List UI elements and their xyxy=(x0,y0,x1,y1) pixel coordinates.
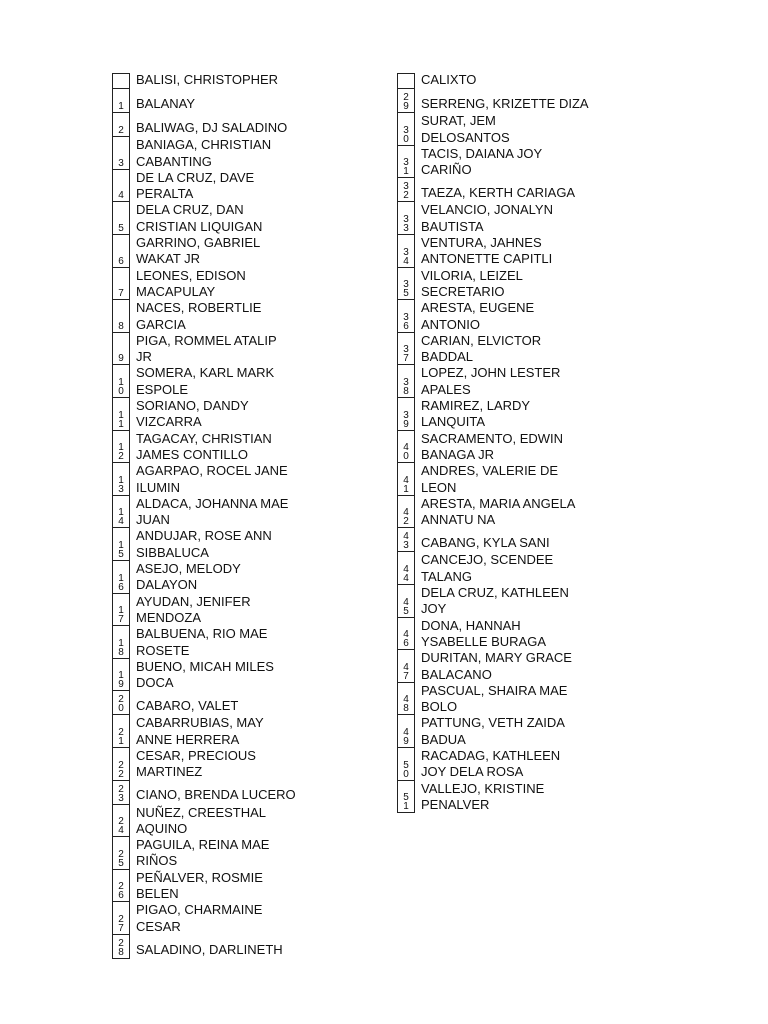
row-number xyxy=(397,552,415,585)
roster-row xyxy=(397,73,607,89)
row-number-text: 13 xyxy=(118,474,124,495)
student-name: ARESTA, EUGENE ANTONIO xyxy=(421,300,535,332)
row-number xyxy=(112,870,130,903)
row-number-text: 20 xyxy=(118,694,124,715)
row-number xyxy=(112,333,130,366)
student-name: LOPEZ, JOHN LESTER APALES xyxy=(421,365,561,397)
row-number xyxy=(397,146,415,179)
roster-row xyxy=(397,496,607,529)
row-number-text: 48 xyxy=(403,694,409,715)
row-number-text: 11 xyxy=(118,409,124,430)
student-name: VALLEJO, KRISTINE PENALVER xyxy=(421,780,545,812)
roster-row xyxy=(112,902,312,935)
row-number-text: 14 xyxy=(118,507,124,528)
student-name: NACES, ROBERTLIE GARCIA xyxy=(136,300,262,332)
row-number xyxy=(112,137,130,170)
row-number xyxy=(397,300,415,333)
row-number xyxy=(397,178,415,202)
student-name: CANCEJO, SCENDEE TALANG xyxy=(421,552,554,584)
roster-row xyxy=(112,202,312,235)
roster-row xyxy=(112,594,312,627)
row-number-text: 26 xyxy=(118,881,124,902)
student-name: BALIWAG, DJ SALADINO xyxy=(136,120,288,135)
student-name: ANDRES, VALERIE DE LEON xyxy=(421,463,559,495)
roster-row xyxy=(112,333,312,366)
student-name: CESAR, PRECIOUS MARTINEZ xyxy=(136,747,256,780)
student-name: RACADAG, KATHLEEN JOY DELA ROSA xyxy=(421,747,561,780)
student-name: SALADINO, DARLINETH xyxy=(136,941,283,957)
roster-row xyxy=(112,137,312,170)
row-number-text: 3 xyxy=(118,157,124,169)
student-name: BALANAY xyxy=(136,96,196,111)
roster-row xyxy=(397,398,607,431)
student-name: ASEJO, MELODY DALAYON xyxy=(136,561,241,593)
row-number-text: 42 xyxy=(403,507,409,528)
roster-row xyxy=(397,528,607,552)
roster-row xyxy=(397,552,607,585)
roster-row xyxy=(397,178,607,202)
student-name: RAMIREZ, LARDY LANQUITA xyxy=(421,398,531,430)
student-name: SORIANO, DANDY VIZCARRA xyxy=(136,398,249,430)
student-name: DURITAN, MARY GRACE BALACANO xyxy=(421,650,572,682)
roster-row xyxy=(112,748,312,781)
row-number xyxy=(112,496,130,529)
roster-row xyxy=(397,781,607,814)
student-name: CALIXTO xyxy=(421,72,477,87)
row-number xyxy=(397,365,415,398)
roster-row xyxy=(397,650,607,683)
student-name: VENTURA, JAHNES ANTONETTE CAPITLI xyxy=(421,235,553,267)
roster-row xyxy=(112,235,312,268)
row-number-text: 1 xyxy=(118,101,124,113)
row-number xyxy=(112,715,130,748)
row-number xyxy=(397,113,415,146)
roster-row xyxy=(112,691,312,715)
roster-row xyxy=(397,202,607,235)
row-number-text: 22 xyxy=(118,759,124,780)
row-number xyxy=(397,748,415,781)
row-number xyxy=(397,496,415,529)
row-number-text: 2 xyxy=(118,125,124,137)
row-number-text: 23 xyxy=(118,783,124,804)
row-number-text: 24 xyxy=(118,816,124,837)
row-number-text: 16 xyxy=(118,572,124,593)
row-number-text: 37 xyxy=(403,344,409,365)
roster-row xyxy=(112,113,312,137)
roster-row xyxy=(397,748,607,781)
roster-row xyxy=(112,626,312,659)
row-number xyxy=(397,650,415,683)
row-number-text: 15 xyxy=(118,540,124,561)
row-number-text: 17 xyxy=(118,605,124,626)
student-name: BALBUENA, RIO MAE ROSETE xyxy=(136,626,268,658)
row-number-text: 28 xyxy=(118,937,124,958)
row-number-text: 21 xyxy=(118,726,124,747)
roster-row xyxy=(112,431,312,464)
row-number-text: 46 xyxy=(403,629,409,650)
row-number xyxy=(112,398,130,431)
row-number-text: 34 xyxy=(403,246,409,267)
student-name: TAEZA, KERTH CARIAGA xyxy=(421,185,576,201)
row-number xyxy=(112,902,130,935)
student-name: PIGAO, CHARMAINE CESAR xyxy=(136,902,263,934)
row-number xyxy=(112,626,130,659)
student-name: CARIAN, ELVICTOR BADDAL xyxy=(421,332,542,365)
row-number xyxy=(112,365,130,398)
student-name: TACIS, DAIANA JOY CARIÑO xyxy=(421,145,543,178)
row-number-text: 8 xyxy=(118,320,124,332)
roster-row xyxy=(397,463,607,496)
student-name: LEONES, EDISON MACAPULAY xyxy=(136,267,246,299)
roster-row xyxy=(112,463,312,496)
roster-row xyxy=(397,146,607,179)
student-name: PATTUNG, VETH ZAIDA BADUA xyxy=(421,715,565,747)
row-number xyxy=(112,805,130,838)
row-number xyxy=(397,585,415,618)
roster-row xyxy=(112,528,312,561)
row-number-text: 33 xyxy=(403,214,409,235)
student-name: NUÑEZ, CREESTHAL AQUINO xyxy=(136,804,267,836)
row-number xyxy=(112,691,130,715)
row-number xyxy=(397,618,415,651)
student-name: GARRINO, GABRIEL WAKAT JR xyxy=(136,235,261,267)
row-number xyxy=(397,528,415,552)
row-number xyxy=(112,170,130,203)
roster-row xyxy=(112,300,312,333)
roster-row xyxy=(112,268,312,301)
row-number-text: 10 xyxy=(118,377,124,398)
student-name: PAGUILA, REINA MAE RIÑOS xyxy=(136,837,270,869)
student-name: DONA, HANNAH YSABELLE BURAGA xyxy=(421,617,546,649)
row-number-text: 50 xyxy=(403,759,409,780)
row-number xyxy=(397,715,415,748)
roster-row xyxy=(112,659,312,692)
row-number xyxy=(397,235,415,268)
row-number xyxy=(112,268,130,301)
roster-row xyxy=(397,715,607,748)
student-name: BUENO, MICAH MILES DOCA xyxy=(136,658,274,691)
roster-row xyxy=(112,715,312,748)
roster-row xyxy=(112,805,312,838)
row-number xyxy=(397,398,415,431)
roster-row xyxy=(112,170,312,203)
row-number-text: 40 xyxy=(403,442,409,463)
student-name: DELA CRUZ, DAN CRISTIAN LIQUIGAN xyxy=(136,202,263,234)
student-name: AGARPAO, ROCEL JANE ILUMIN xyxy=(136,463,288,495)
row-number-text: 39 xyxy=(403,409,409,430)
student-name: TAGACAY, CHRISTIAN JAMES CONTILLO xyxy=(136,430,272,462)
student-name: SERRENG, KRIZETTE DIZA xyxy=(421,96,589,111)
student-name: BALISI, CHRISTOPHER xyxy=(136,72,279,87)
row-number xyxy=(112,202,130,235)
student-name: VILORIA, LEIZEL SECRETARIO xyxy=(421,267,523,299)
row-number-text: 43 xyxy=(403,531,409,552)
student-name: SURAT, JEM DELOSANTOS xyxy=(421,113,510,145)
student-name: SACRAMENTO, EDWIN BANAGA JR xyxy=(421,430,564,462)
roster-row xyxy=(112,935,312,959)
row-number xyxy=(112,89,130,113)
row-number-text: 47 xyxy=(403,661,409,682)
roster-row xyxy=(112,398,312,431)
row-number-text: 36 xyxy=(403,311,409,332)
row-number-text: 25 xyxy=(118,848,124,869)
row-number xyxy=(112,235,130,268)
roster-row xyxy=(112,837,312,870)
roster-row xyxy=(112,496,312,529)
row-number xyxy=(112,431,130,464)
row-number-text: 18 xyxy=(118,637,124,658)
row-number xyxy=(112,73,130,89)
roster-row xyxy=(397,89,607,113)
row-number-text: 5 xyxy=(118,223,124,235)
roster-row xyxy=(112,870,312,903)
roster-row xyxy=(397,235,607,268)
row-number xyxy=(112,463,130,496)
roster-column-right xyxy=(397,73,607,813)
student-name: SOMERA, KARL MARK ESPOLE xyxy=(136,365,275,397)
row-number-text: 7 xyxy=(118,288,124,300)
student-name: ANDUJAR, ROSE ANN SIBBALUCA xyxy=(136,528,272,560)
row-number-text: 35 xyxy=(403,279,409,300)
roster-column-left xyxy=(112,73,312,959)
row-number xyxy=(112,659,130,692)
row-number-text: 41 xyxy=(403,474,409,495)
student-name: ARESTA, MARIA ANGELA ANNATU NA xyxy=(421,495,576,528)
row-number-text: 38 xyxy=(403,377,409,398)
roster-row xyxy=(112,73,312,89)
row-number-text: 32 xyxy=(403,181,409,202)
student-name: DELA CRUZ, KATHLEEN JOY xyxy=(421,585,569,617)
roster-row xyxy=(112,781,312,805)
row-number xyxy=(112,781,130,805)
roster-row xyxy=(397,618,607,651)
row-number xyxy=(397,268,415,301)
roster-row xyxy=(112,365,312,398)
row-number xyxy=(397,89,415,113)
row-number-text: 30 xyxy=(403,124,409,145)
row-number xyxy=(397,333,415,366)
row-number xyxy=(397,781,415,814)
student-name: DE LA CRUZ, DAVE PERALTA xyxy=(136,169,255,202)
row-number xyxy=(112,935,130,959)
row-number xyxy=(112,837,130,870)
student-name: CIANO, BRENDA LUCERO xyxy=(136,787,296,803)
roster-row xyxy=(397,585,607,618)
row-number-text: 51 xyxy=(403,792,409,813)
roster-row xyxy=(112,561,312,594)
student-name: ALDACA, JOHANNA MAE JUAN xyxy=(136,495,289,528)
row-number xyxy=(112,528,130,561)
student-name: CABANG, KYLA SANI xyxy=(421,535,550,551)
row-number-text: 29 xyxy=(403,92,409,113)
roster-row xyxy=(397,365,607,398)
row-number-text: 44 xyxy=(403,564,409,585)
student-name: CABARO, VALET xyxy=(136,698,239,714)
row-number xyxy=(397,431,415,464)
row-number-text: 12 xyxy=(118,442,124,463)
roster-row xyxy=(397,333,607,366)
student-name: VELANCIO, JONALYN BAUTISTA xyxy=(421,202,553,234)
student-name: PEÑALVER, ROSMIE BELEN xyxy=(136,869,263,902)
row-number-text: 31 xyxy=(403,157,409,178)
roster-row xyxy=(397,300,607,333)
student-name: PIGA, ROMMEL ATALIP JR xyxy=(136,332,277,365)
row-number xyxy=(112,113,130,137)
row-number-text: 4 xyxy=(118,190,124,202)
roster-row xyxy=(397,683,607,716)
row-number-text: 6 xyxy=(118,255,124,267)
row-number xyxy=(397,202,415,235)
row-number xyxy=(112,594,130,627)
roster-row xyxy=(397,431,607,464)
row-number-text: 27 xyxy=(118,913,124,934)
student-name: AYUDAN, JENIFER MENDOZA xyxy=(136,593,251,625)
student-name: CABARRUBIAS, MAY ANNE HERRERA xyxy=(136,715,264,747)
roster-row xyxy=(397,268,607,301)
roster-row xyxy=(397,113,607,146)
row-number-text: 9 xyxy=(118,353,124,365)
row-number-text: 45 xyxy=(403,596,409,617)
student-name: BANIAGA, CHRISTIAN CABANTING xyxy=(136,137,272,169)
student-name: PASCUAL, SHAIRA MAE BOLO xyxy=(421,682,568,715)
row-number xyxy=(397,73,415,89)
roster-row xyxy=(112,89,312,113)
row-number xyxy=(112,748,130,781)
row-number-text: 19 xyxy=(118,670,124,691)
row-number xyxy=(397,463,415,496)
row-number xyxy=(112,300,130,333)
row-number xyxy=(397,683,415,716)
row-number xyxy=(112,561,130,594)
row-number-text: 49 xyxy=(403,726,409,747)
